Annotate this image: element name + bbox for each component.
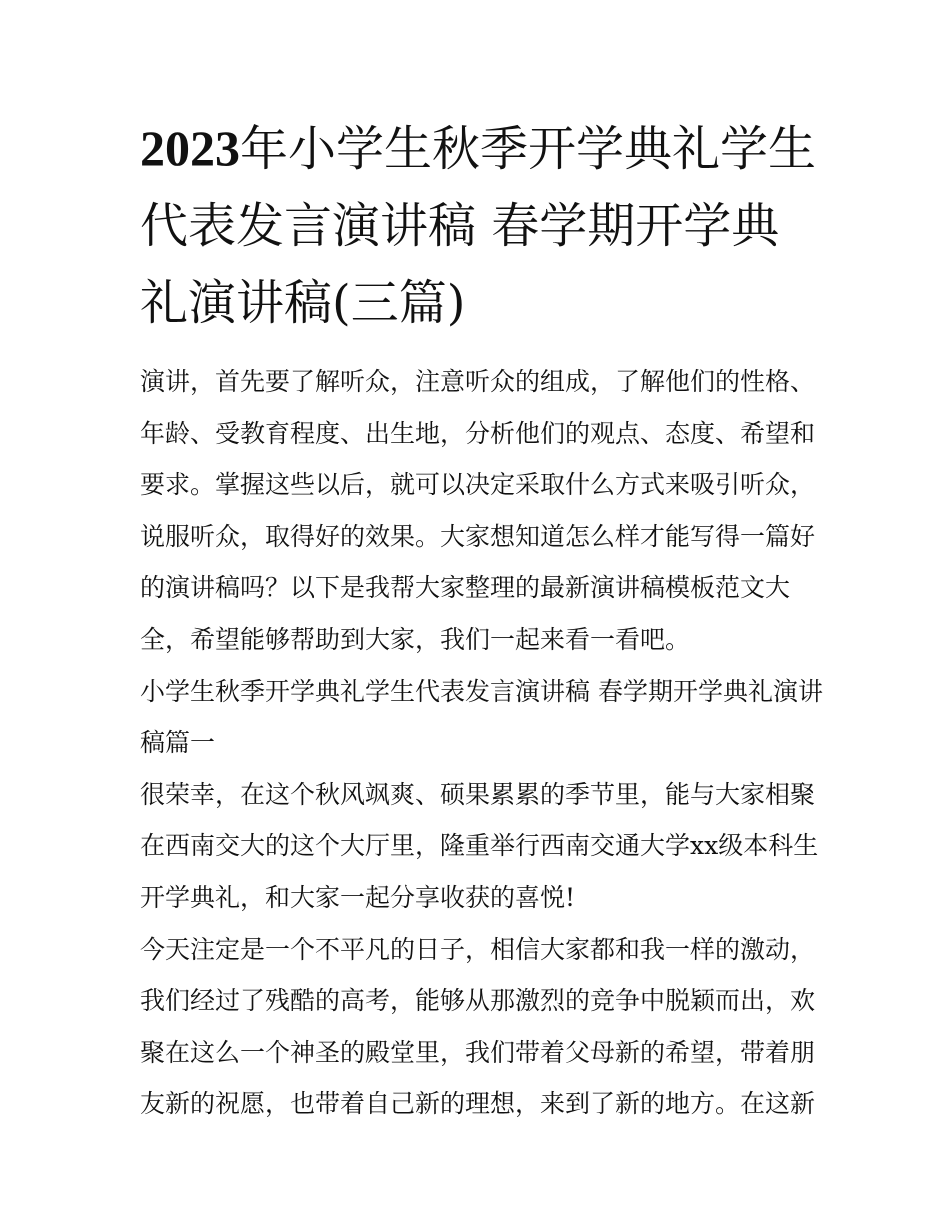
title-year: 2023	[140, 120, 240, 176]
paragraph-intro: 演讲，首先要了解听众，注意听众的组成，了解他们的性格、年龄、受教育程度、出生地，分析他们的观点、态度、希望和要求。掌握这些以后，就可以决定采取什么方式来吸引听众，说服听众，取得好的效果。大家想知道怎么样才能写得一篇好的演讲稿吗？以下是我帮大家整理的最新演讲稿模板范文大全，希望能够帮助到大家，我们一起来看一看吧。	[140, 367, 816, 654]
title-text: 年小学生秋季开学典礼学生代表发言演讲稿 春学期开学典礼演讲稿(三篇)	[140, 121, 817, 331]
paragraph-today: 今天注定是一个不平凡的日子，相信大家都和我一样的激动，我们经过了残酷的高考，能够从那激烈的竞争中脱颖而出，欢聚在这么一个神圣的殿堂里，我们带着父母新的希望，带着朋友新的祝愿，也带着自己新的理想，来到了新的地方。在这新	[140, 934, 816, 1119]
document-body	[140, 356, 830, 1130]
document-title	[140, 110, 820, 342]
paragraph-section-heading: 小学生秋季开学典礼学生代表发言演讲稿 春学期开学典礼演讲稿篇一	[140, 676, 823, 758]
paragraph-greeting: 很荣幸，在这个秋风飒爽、硕果累累的季节里，能与大家相聚在西南交大的这个大厅里，隆重举行西南交通大学xx级本科生开学典礼，和大家一起分享收获的喜悦!	[140, 779, 819, 912]
